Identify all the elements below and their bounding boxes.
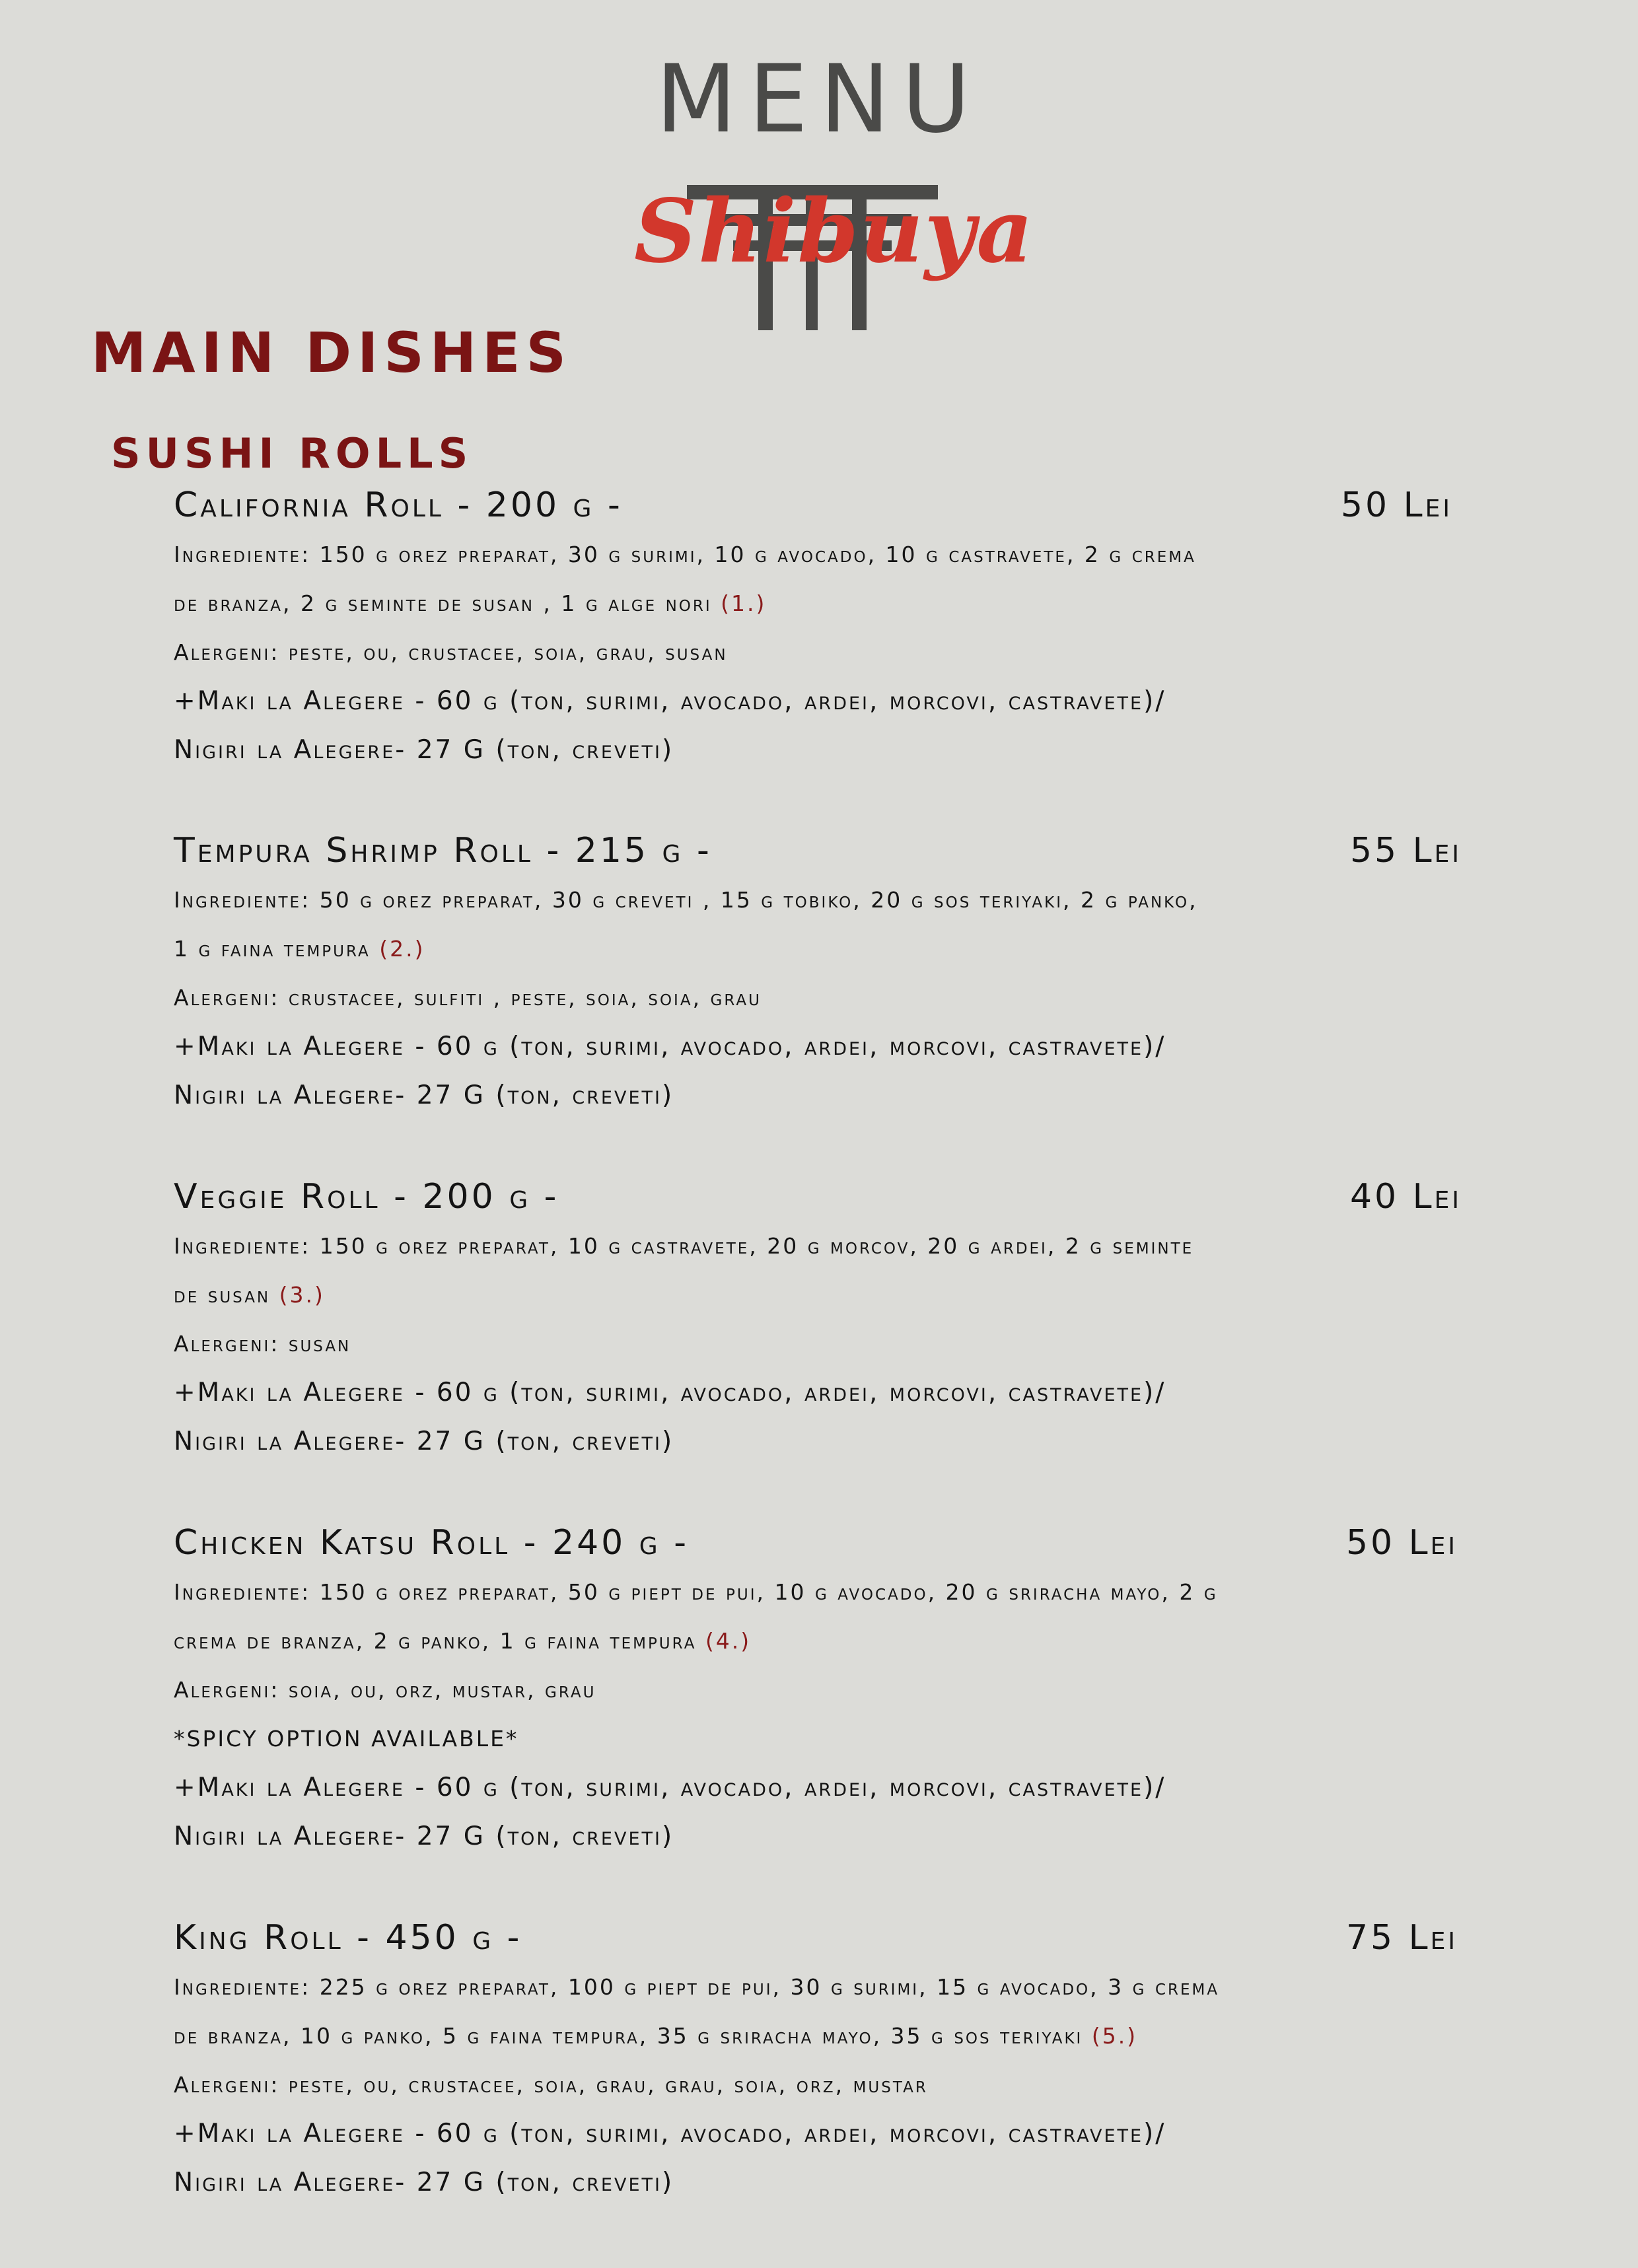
item-name: California Roll - 200 g -	[174, 485, 623, 525]
item-price: 75 Lei	[1345, 1918, 1458, 1958]
item-spicy-note: *SPICY OPTION AVAILABLE*	[174, 1726, 519, 1752]
item-nigiri-option: Nigiri la Alegere- 27 G (ton, creveti)	[174, 1822, 674, 1851]
item-price: 50 Lei	[1345, 1523, 1458, 1563]
item-price: 55 Lei	[1349, 831, 1462, 870]
item-ingredients: Ingrediente: 150 g orez preparat, 50 g piept de pui, 10 g avocado, 20 g sriracha mayo, 2 g	[174, 1579, 1218, 1605]
menu-item	[174, 1518, 1462, 1861]
item-nigiri-option: Nigiri la Alegere- 27 G (ton, creveti)	[174, 735, 674, 765]
item-nigiri-option: Nigiri la Alegere- 27 G (ton, creveti)	[174, 2168, 674, 2197]
item-ingredients: Ingrediente: 150 g orez preparat, 30 g surimi, 10 g avocado, 10 g castravete, 2 g crema	[174, 542, 1196, 567]
item-allergens: Alergeni: peste, ou, crustacee, soia, grau, susan	[174, 639, 728, 665]
item-maki-option: +Maki la Alegere - 60 g (ton, surimi, avocado, ardei, morcovi, castravete)/	[174, 1773, 1166, 1802]
item-ingredients: Ingrediente: 50 g orez preparat, 30 g creveti , 15 g tobiko, 20 g sos teriyaki, 2 g panko,	[174, 887, 1198, 913]
item-ingredients-continued: 1 g faina tempura (2.)	[174, 936, 425, 962]
item-header	[174, 1913, 1462, 1963]
item-reference: (3.)	[279, 1282, 325, 1308]
item-reference: (1.)	[721, 590, 767, 616]
item-name: Chicken Katsu Roll - 240 g -	[174, 1523, 689, 1563]
item-nigiri-option: Nigiri la Alegere- 27 G (ton, creveti)	[174, 1081, 674, 1110]
item-ingredients: Ingrediente: 150 g orez preparat, 10 g castravete, 20 g morcov, 20 g ardei, 2 g seminte	[174, 1233, 1194, 1259]
item-reference: (4.)	[705, 1628, 752, 1654]
logo-menu-word: MENU	[655, 45, 983, 154]
item-header	[174, 826, 1462, 876]
item-allergens: Alergeni: susan	[174, 1331, 351, 1357]
item-name: Veggie Roll - 200 g -	[174, 1177, 559, 1217]
item-ingredients: Ingrediente: 225 g orez preparat, 100 g piept de pui, 30 g surimi, 15 g avocado, 3 g crema	[174, 1974, 1220, 2000]
item-nigiri-option: Nigiri la Alegere- 27 G (ton, creveti)	[174, 1427, 674, 1456]
item-allergens: Alergeni: peste, ou, crustacee, soia, grau, grau, soia, orz, mustar	[174, 2072, 928, 2098]
menu-logo	[634, 45, 1034, 284]
item-header	[174, 1518, 1462, 1568]
item-name: Tempura Shrimp Roll - 215 g -	[174, 831, 712, 870]
item-ingredients-continued: de branza, 2 g seminte de susan , 1 g alge nori (1.)	[174, 590, 767, 616]
item-ingredients-continued: de branza, 10 g panko, 5 g faina tempura, 35 g sriracha mayo, 35 g sos teriyaki (5.)	[174, 2023, 1138, 2049]
item-ingredients-continued: de susan (3.)	[174, 1282, 325, 1308]
menu-item	[174, 1172, 1462, 1466]
item-reference: (5.)	[1091, 2023, 1138, 2049]
item-header	[174, 480, 1462, 530]
menu-item	[174, 1913, 1462, 2207]
item-maki-option: +Maki la Alegere - 60 g (ton, surimi, avocado, ardei, morcovi, castravete)/	[174, 2119, 1166, 2148]
section-title: SUSHI ROLLS	[111, 429, 474, 478]
item-name: King Roll - 450 g -	[174, 1918, 522, 1958]
item-price: 40 Lei	[1349, 1177, 1462, 1217]
logo-brand-name: Shibuya	[634, 180, 1034, 283]
item-maki-option: +Maki la Alegere - 60 g (ton, surimi, avocado, ardei, morcovi, castravete)/	[174, 1378, 1166, 1407]
item-header	[174, 1172, 1462, 1222]
item-reference: (2.)	[379, 936, 425, 962]
item-maki-option: +Maki la Alegere - 60 g (ton, surimi, avocado, ardei, morcovi, castravete)/	[174, 686, 1166, 716]
menu-item	[174, 826, 1462, 1120]
item-price: 50 Lei	[1340, 485, 1452, 525]
item-allergens: Alergeni: soia, ou, orz, mustar, grau	[174, 1677, 596, 1703]
main-title: MAIN DISHES	[91, 320, 573, 385]
menu-item	[174, 480, 1462, 775]
item-allergens: Alergeni: crustacee, sulfiti , peste, soia, soia, grau	[174, 985, 762, 1010]
item-maki-option: +Maki la Alegere - 60 g (ton, surimi, avocado, ardei, morcovi, castravete)/	[174, 1032, 1166, 1061]
item-ingredients-continued: crema de branza, 2 g panko, 1 g faina tempura (4.)	[174, 1628, 752, 1654]
